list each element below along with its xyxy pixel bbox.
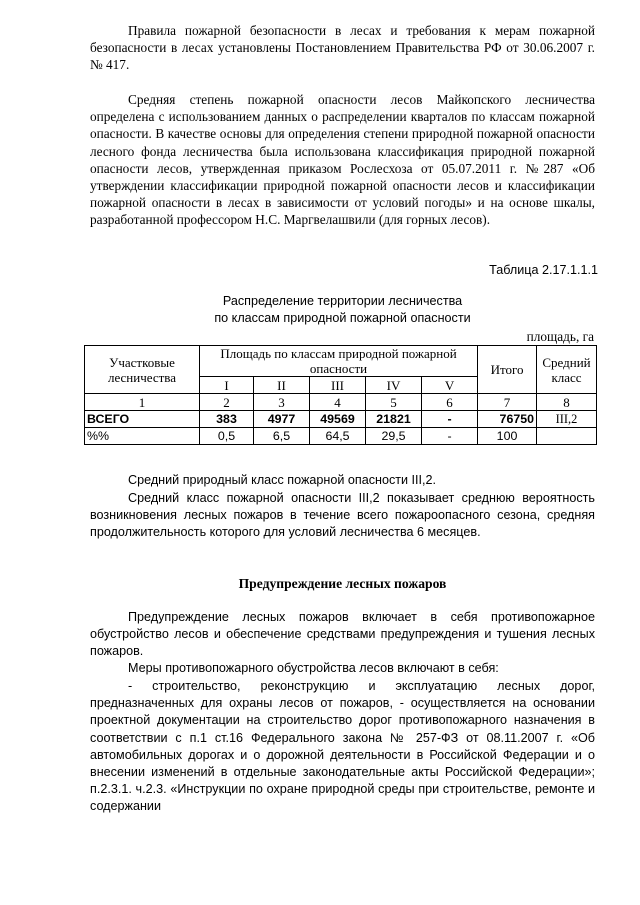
- col-number: 5: [366, 394, 422, 411]
- percent-cell: 29,5: [366, 428, 422, 445]
- header-total: Итого: [478, 346, 537, 394]
- total-cell: 383: [200, 411, 254, 428]
- class-ii: II: [254, 377, 310, 394]
- percent-cell: 0,5: [200, 428, 254, 445]
- percent-label: %%: [85, 428, 200, 445]
- table-number: Таблица 2.17.1.1.1: [489, 263, 598, 277]
- table-number-row: [85, 394, 597, 411]
- percent-cell: 100: [478, 428, 537, 445]
- percent-cell: -: [422, 428, 478, 445]
- class-i: I: [200, 377, 254, 394]
- table-title-line1: Распределение территории лесничества: [222, 294, 463, 308]
- paragraph-roads: - строительство, реконструкцию и эксплуатацию лесных дорог, предназначенных для охраны лесов от пожаров, - осуществляется на основании проектной документации на строительство дорог противопожарного назначения в соответствии с п.1 ст.16 Федерального закона № 257-ФЗ от 08.11.2007 г. «Об автомобильных дорогах и о дорожной деятельности в Российской Федерации и о внесении изменений в отдельные законодательные акты Российской Федерации»; п.2.3.1. ч.2.3. «Инструкции по охране природной среды при строительстве, ремонте и содержании: [90, 679, 595, 814]
- fire-class-table: [84, 345, 597, 445]
- col-number: 3: [254, 394, 310, 411]
- col-number: 7: [478, 394, 537, 411]
- total-cell: 49569: [310, 411, 366, 428]
- paragraph-fire-danger-degree: Средняя степень пожарной опасности лесов Майкопского лесничества определена с использованием данных о распределении кварталов по классам пожарной опасности. В качестве основы для определения степени природной пожарной опасности лесного фонда лесничества была использована классификация природной пожарной опасности лесов, утвержденная приказом Рослесхоза от 05.07.2011 г. №287 «Об утверждении классификации природной пожарной опасности лесов и классификации пожарной опасности в лесах в зависимости от условий погоды» и на основе шкалы, разработанной профессором Н.С. Маргвелашвили (для горных лесов).: [90, 92, 595, 228]
- total-label: ВСЕГО: [85, 411, 200, 428]
- section-heading: Предупреждение лесных пожаров: [238, 576, 447, 591]
- col-number: 4: [310, 394, 366, 411]
- col-number: 2: [200, 394, 254, 411]
- total-cell: 76750: [478, 411, 537, 428]
- total-cell: -: [422, 411, 478, 428]
- total-cell: 21821: [366, 411, 422, 428]
- percent-cell: 64,5: [310, 428, 366, 445]
- paragraph-avg-class-meaning: Средний класс пожарной опасности III,2 показывает среднюю вероятность возникновения лесных пожаров в течение всего пожароопасного сезона, средняя продолжительность которого для условий лесничества 6 месяцев.: [90, 491, 595, 540]
- paragraph-avg-class: Средний природный класс пожарной опасности III,2.: [128, 473, 437, 487]
- table-row-total: [85, 411, 597, 428]
- percent-cell: [537, 428, 597, 445]
- col-number: 6: [422, 394, 478, 411]
- percent-cell: 6,5: [254, 428, 310, 445]
- total-avg-class: III,2: [537, 411, 597, 428]
- total-cell: 4977: [254, 411, 310, 428]
- header-forestry: Участковые лесничества: [85, 346, 200, 394]
- paragraph-prevention: Предупреждение лесных пожаров включает в себя противопожарное обустройство лесов и обеспечение средствами предупреждения и тушения лесных пожаров.: [90, 610, 595, 659]
- header-avg-class: Средний класс: [537, 346, 597, 394]
- table-header-row: [85, 346, 597, 377]
- header-area: Площадь по классам природной пожарной опасности: [200, 346, 478, 377]
- table-row-percent: [85, 428, 597, 445]
- table-title-line2: по классам природной пожарной опасности: [214, 311, 471, 325]
- col-number: 1: [85, 394, 200, 411]
- class-iv: IV: [366, 377, 422, 394]
- col-number: 8: [537, 394, 597, 411]
- paragraph-fire-rules: Правила пожарной безопасности в лесах и требования к мерам пожарной безопасности в лесах установлены Постановлением Правительства РФ от 30.06.2007 г. № 417.: [90, 23, 595, 73]
- class-iii: III: [310, 377, 366, 394]
- class-v: V: [422, 377, 478, 394]
- table-unit: площадь, га: [526, 329, 594, 344]
- paragraph-measures: Меры противопожарного обустройства лесов включают в себя:: [128, 661, 499, 675]
